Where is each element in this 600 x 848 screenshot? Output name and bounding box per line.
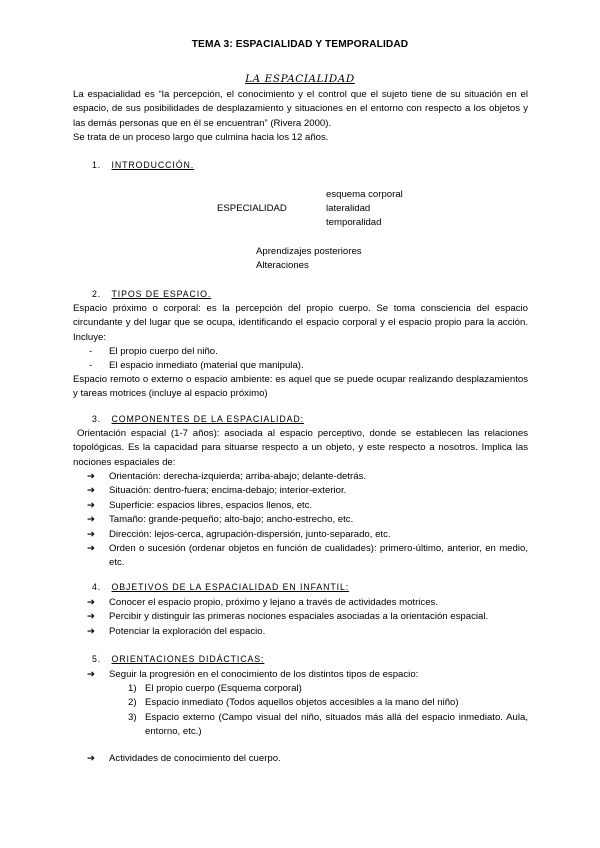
list-item: ➔ Superficie: espacios libres, espacios llenos, etc. (87, 499, 528, 513)
diagram-branch: temporalidad (326, 217, 382, 228)
s2-dash-list (89, 345, 304, 374)
intro-note: Se trata de un proceso largo que culmina hacia los 12 años. (73, 132, 329, 144)
list-item: ➔ Potenciar la exploración del espacio. (87, 625, 528, 639)
section-2-heading (92, 289, 211, 299)
arrow-bullet-icon: ➔ (87, 625, 96, 637)
list-item: - El espacio inmediato (material que manipula). (89, 359, 304, 373)
arrow-bullet-icon: ➔ (87, 499, 96, 511)
diagram-outcome: Alteraciones (256, 260, 309, 271)
dash-bullet: - (89, 360, 93, 372)
arrow-bullet-icon: ➔ (87, 528, 96, 540)
section-number: 4. (92, 582, 102, 592)
s3-arrow-list (87, 470, 528, 571)
intro-paragraph (73, 88, 528, 146)
item-number: 1) (128, 683, 137, 694)
section-5-heading (92, 654, 264, 664)
section-number: 3. (92, 414, 102, 424)
s2-paragraph-remoto: Espacio remoto o externo o espacio ambiente: es aquel que se puede ocupar realizando desplazamientos y tareas motrices (incluye al espacio próximo) (73, 374, 528, 400)
section-number: 5. (92, 654, 102, 664)
list-item: ➔ Orden o sucesión (ordenar objetos en función de cualidades): primero-último, anterior, en medio, etc. (87, 543, 528, 569)
document-title: TEMA 3: ESPACIALIDAD Y TEMPORALIDAD (191, 39, 409, 50)
s2-paragraph-proximo: Espacio próximo o corporal: es la percepción del propio cuerpo. Se toma consciencia del espacio circundante y del lugar que se ocupa, identificando el espacio corporal y el espacio propio para la acción. Incluye: (73, 303, 528, 343)
arrow-bullet-icon: ➔ (87, 514, 96, 526)
diagram-center: ESPECIALIDAD (217, 203, 287, 214)
section-4-heading (92, 582, 349, 592)
diagram-branch: esquema corporal (326, 189, 403, 200)
list-item: ➔ Seguir la progresión en el conocimiento de los distintos tipos de espacio: (87, 668, 528, 682)
arrow-bullet-icon: ➔ (87, 669, 96, 680)
section-number: 1. (92, 160, 102, 170)
section-number: 2. (92, 289, 102, 299)
list-item: 1) El propio cuerpo (Esquema corporal) (128, 682, 528, 696)
arrow-bullet-icon: ➔ (87, 543, 96, 555)
section-heading-text: ORIENTACIONES DIDÁCTICAS: (111, 654, 265, 664)
list-item: ➔ Tamaño: grande-pequeño; alto-bajo; ancho-estrecho, etc. (87, 513, 528, 527)
list-item: ➔ Conocer el espacio propio, próximo y lejano a través de actividades motrices. (87, 596, 528, 610)
section-subtitle: LA ESPACIALIDAD (245, 73, 355, 85)
arrow-bullet-icon: ➔ (87, 611, 96, 623)
section-heading-text: OBJETIVOS DE LA ESPACIALIDAD EN INFANTIL: (111, 582, 350, 592)
intro-definition: La espacialidad es “la percepción, el conocimiento y el control que el sujeto tiene de su situación en el espacio, de sus posibilidades de desplazamiento y situaciones en el entorno con respecto a los objetos y las demás personas que en él se encuentran” (Rivera 2000). (73, 89, 528, 129)
diagram-branch: lateralidad (326, 203, 371, 214)
arrow-bullet-icon: ➔ (87, 471, 96, 482)
arrow-bullet-icon: ➔ (87, 485, 96, 497)
list-item: 2) Espacio inmediato (Todos aquellos objetos accesibles a la mano del niño) (128, 696, 528, 710)
item-number: 2) (128, 697, 137, 709)
diagram-outcome: Aprendizajes posteriores (256, 246, 362, 257)
s4-arrow-list (87, 596, 528, 639)
section-1-heading (92, 160, 194, 170)
section-heading-text: INTRODUCCIÓN. (111, 160, 195, 170)
section-heading-text: COMPONENTES DE LA ESPACIALIDAD: (111, 414, 304, 424)
s3-paragraph: Orientación espacial (1-7 años): asociada al espacio perceptivo, donde se establecen las relaciones topológicas. Es la capacidad para situarse respecto a un objeto, y este respecto a nosotros. Implica las nociones espaciales de: (73, 428, 528, 468)
dash-bullet: - (89, 346, 93, 357)
section-heading-text: TIPOS DE ESPACIO. (111, 289, 212, 299)
list-item: 3) Espacio externo (Campo visual del niño, situados más allá del espacio inmediato. Aula, entorno, etc.) (128, 711, 528, 738)
arrow-bullet-icon: ➔ (87, 753, 96, 764)
list-item: ➔ Actividades de conocimiento del cuerpo. (87, 752, 528, 766)
s5-arrow-list (87, 668, 528, 682)
list-item: ➔ Orientación: derecha-izquierda; arriba-abajo; delante-detrás. (87, 470, 528, 484)
arrow-bullet-icon: ➔ (87, 597, 96, 608)
s5-numbered-list (128, 682, 528, 740)
list-item: ➔ Dirección: lejos-cerca, agrupación-dispersión, junto-separado, etc. (87, 528, 528, 542)
item-number: 3) (128, 711, 137, 723)
list-item: ➔ Percibir y distinguir las primeras nociones espaciales asociadas a la orientación espacial. (87, 610, 528, 624)
section-3-heading (92, 414, 304, 424)
list-item: - El propio cuerpo del niño. (89, 345, 304, 359)
list-item: ➔ Situación: dentro-fuera; encima-debajo; interior-exterior. (87, 484, 528, 498)
s5-arrow-list-2 (87, 752, 528, 766)
